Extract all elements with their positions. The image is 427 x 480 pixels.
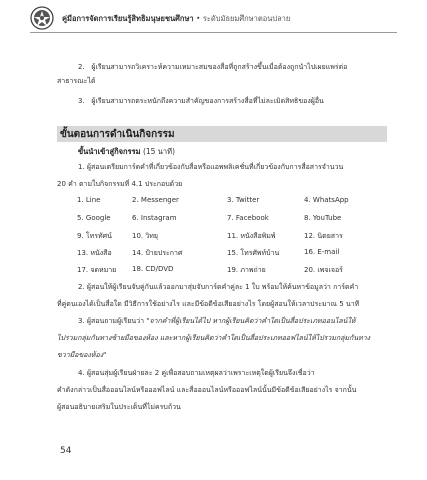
step3-line2: ไปรวมกลุ่มกันทางซ้ายมือของห้อง และหากผู้เรียนคิดว่าคำใดเป็นสื่อประเภทออฟไลน์ให้ไปรวมกลุ่มกันทาง: [57, 334, 371, 342]
grid-item: 9. โทรทัศน์: [77, 232, 112, 240]
step3-line1: [78, 316, 356, 327]
grid-item: 18. CD/DVD: [132, 265, 174, 273]
step4-line1: 4. ผู้สอนสุ่มผู้เรียนฝ่ายละ 2 คู่เพื่อสอบถามเหตุผลว่าเพราะเหตุใดผู้เรียนจึงเชื่อว่า: [78, 369, 315, 377]
step1-line2: 20 คำ ตามใบกิจกรรมที่ 4.1 ประกอบด้วย: [57, 180, 183, 188]
step4-line2: คำดังกล่าวเป็นสื่อออนไลน์หรือออฟไลน์ และสื่อออนไลน์หรือออฟไลน์นั้นมีข้อดีข้อเสียอย่างไร จากนั้น: [57, 386, 357, 394]
step3-quote-start: "จากคำที่ผู้เรียนได้ไป หากผู้เรียนคิดว่าคำใดเป็นสื่อประเภทออนไลน์ให้: [146, 317, 356, 325]
grid-item: 10. วิทยุ: [132, 232, 159, 240]
grid-item: 14. ป้ายประกาศ: [132, 249, 183, 257]
subheading-title: ขั้นนำเข้าสู่กิจกรรม: [78, 147, 141, 156]
objective-3-line1: [78, 96, 324, 107]
grid-item: 2. Messenger: [132, 196, 179, 204]
grid-item: 16. E-mail: [304, 248, 340, 256]
page-header: [30, 6, 410, 32]
grid-item: 20. เพจเจอร์: [304, 266, 343, 274]
grid-item: 7. Facebook: [227, 214, 269, 222]
grid-item: 12. นิตยสาร: [304, 232, 343, 240]
grid-item: 3. Twitter: [227, 196, 260, 204]
objective-2-line1: [78, 62, 347, 73]
grid-item: 19. ภาพถ่าย: [227, 266, 266, 274]
step2-line2: ที่คู่ตนเองได้เป็นสื่อใด มีวิธีการใช้อย่างไร และมีข้อดีข้อเสียอย่างไร โดยผู้สอนให้เวลาประมาณ 5 นาที: [57, 300, 360, 308]
section-heading-bar: [57, 126, 387, 142]
step1-line1: 1. ผู้สอนเตรียมการ์ดคำที่เกี่ยวข้องกับสื่อหรือแอพพลิเคชั่นที่เกี่ยวข้องกับการสื่อสารจำนวน: [78, 163, 344, 171]
objective-3-text: ผู้เรียนสามารถตระหนักถึงความสำคัญของการสร้างสื่อที่ไม่ละเมิดสิทธิของผู้อื่น: [91, 97, 324, 105]
grid-item: 11. หนังสือพิมพ์: [227, 232, 276, 240]
page-number: 54: [60, 446, 72, 456]
organization-logo-icon: [30, 6, 54, 30]
grid-item: 17. จดหมาย: [77, 266, 117, 274]
header-divider: [30, 32, 397, 33]
subheading: [78, 146, 175, 158]
grid-item: 8. YouTube: [304, 214, 342, 222]
manual-title: คู่มือการจัดการเรียนรู้สิทธิมนุษยชนศึกษา: [62, 14, 194, 23]
step3-intro: 3. ผู้สอนถามผู้เรียนว่า: [78, 317, 147, 325]
header-title: [62, 13, 290, 25]
objective-2-line2: สาธารณะได้: [57, 77, 96, 85]
step2-line1: 2. ผู้สอนให้ผู้เรียนจับคู่กันแล้วออกมาสุ่มจับการ์ดคำคู่ละ 1 ใบ พร้อมให้ค้นหาข้อมูลว่า การ์ดคำ: [78, 283, 359, 291]
grid-item: 15. โทรศัพท์บ้าน: [227, 249, 280, 257]
objective-2-number: 2.: [78, 63, 85, 71]
grid-item: 6. Instagram: [132, 214, 177, 222]
step4-line3: ผู้สอนอธิบายเสริมในประเด็นที่ไม่ครบถ้วน: [57, 403, 181, 411]
step3-line3: ขวามือของห้อง": [57, 351, 107, 359]
grid-item: 13. หนังสือ: [77, 249, 112, 257]
subheading-time: (15 นาที): [140, 147, 176, 156]
level-subtitle: • ระดับมัธยมศึกษาตอนปลาย: [193, 14, 291, 23]
grid-item: 1. Line: [77, 196, 101, 204]
objective-2-text: ผู้เรียนสามารถวิเคราะห์ความเหมาะสมของสื่อที่ถูกสร้างขึ้นเมื่อต้องถูกนำไปเผยแพร่ต่อ: [91, 63, 348, 71]
grid-item: 4. WhatsApp: [304, 196, 349, 204]
objective-3-number: 3.: [78, 97, 85, 105]
section-title: ขั้นตอนการดำเนินกิจกรรม: [60, 129, 175, 140]
grid-item: 5. Google: [77, 214, 111, 222]
